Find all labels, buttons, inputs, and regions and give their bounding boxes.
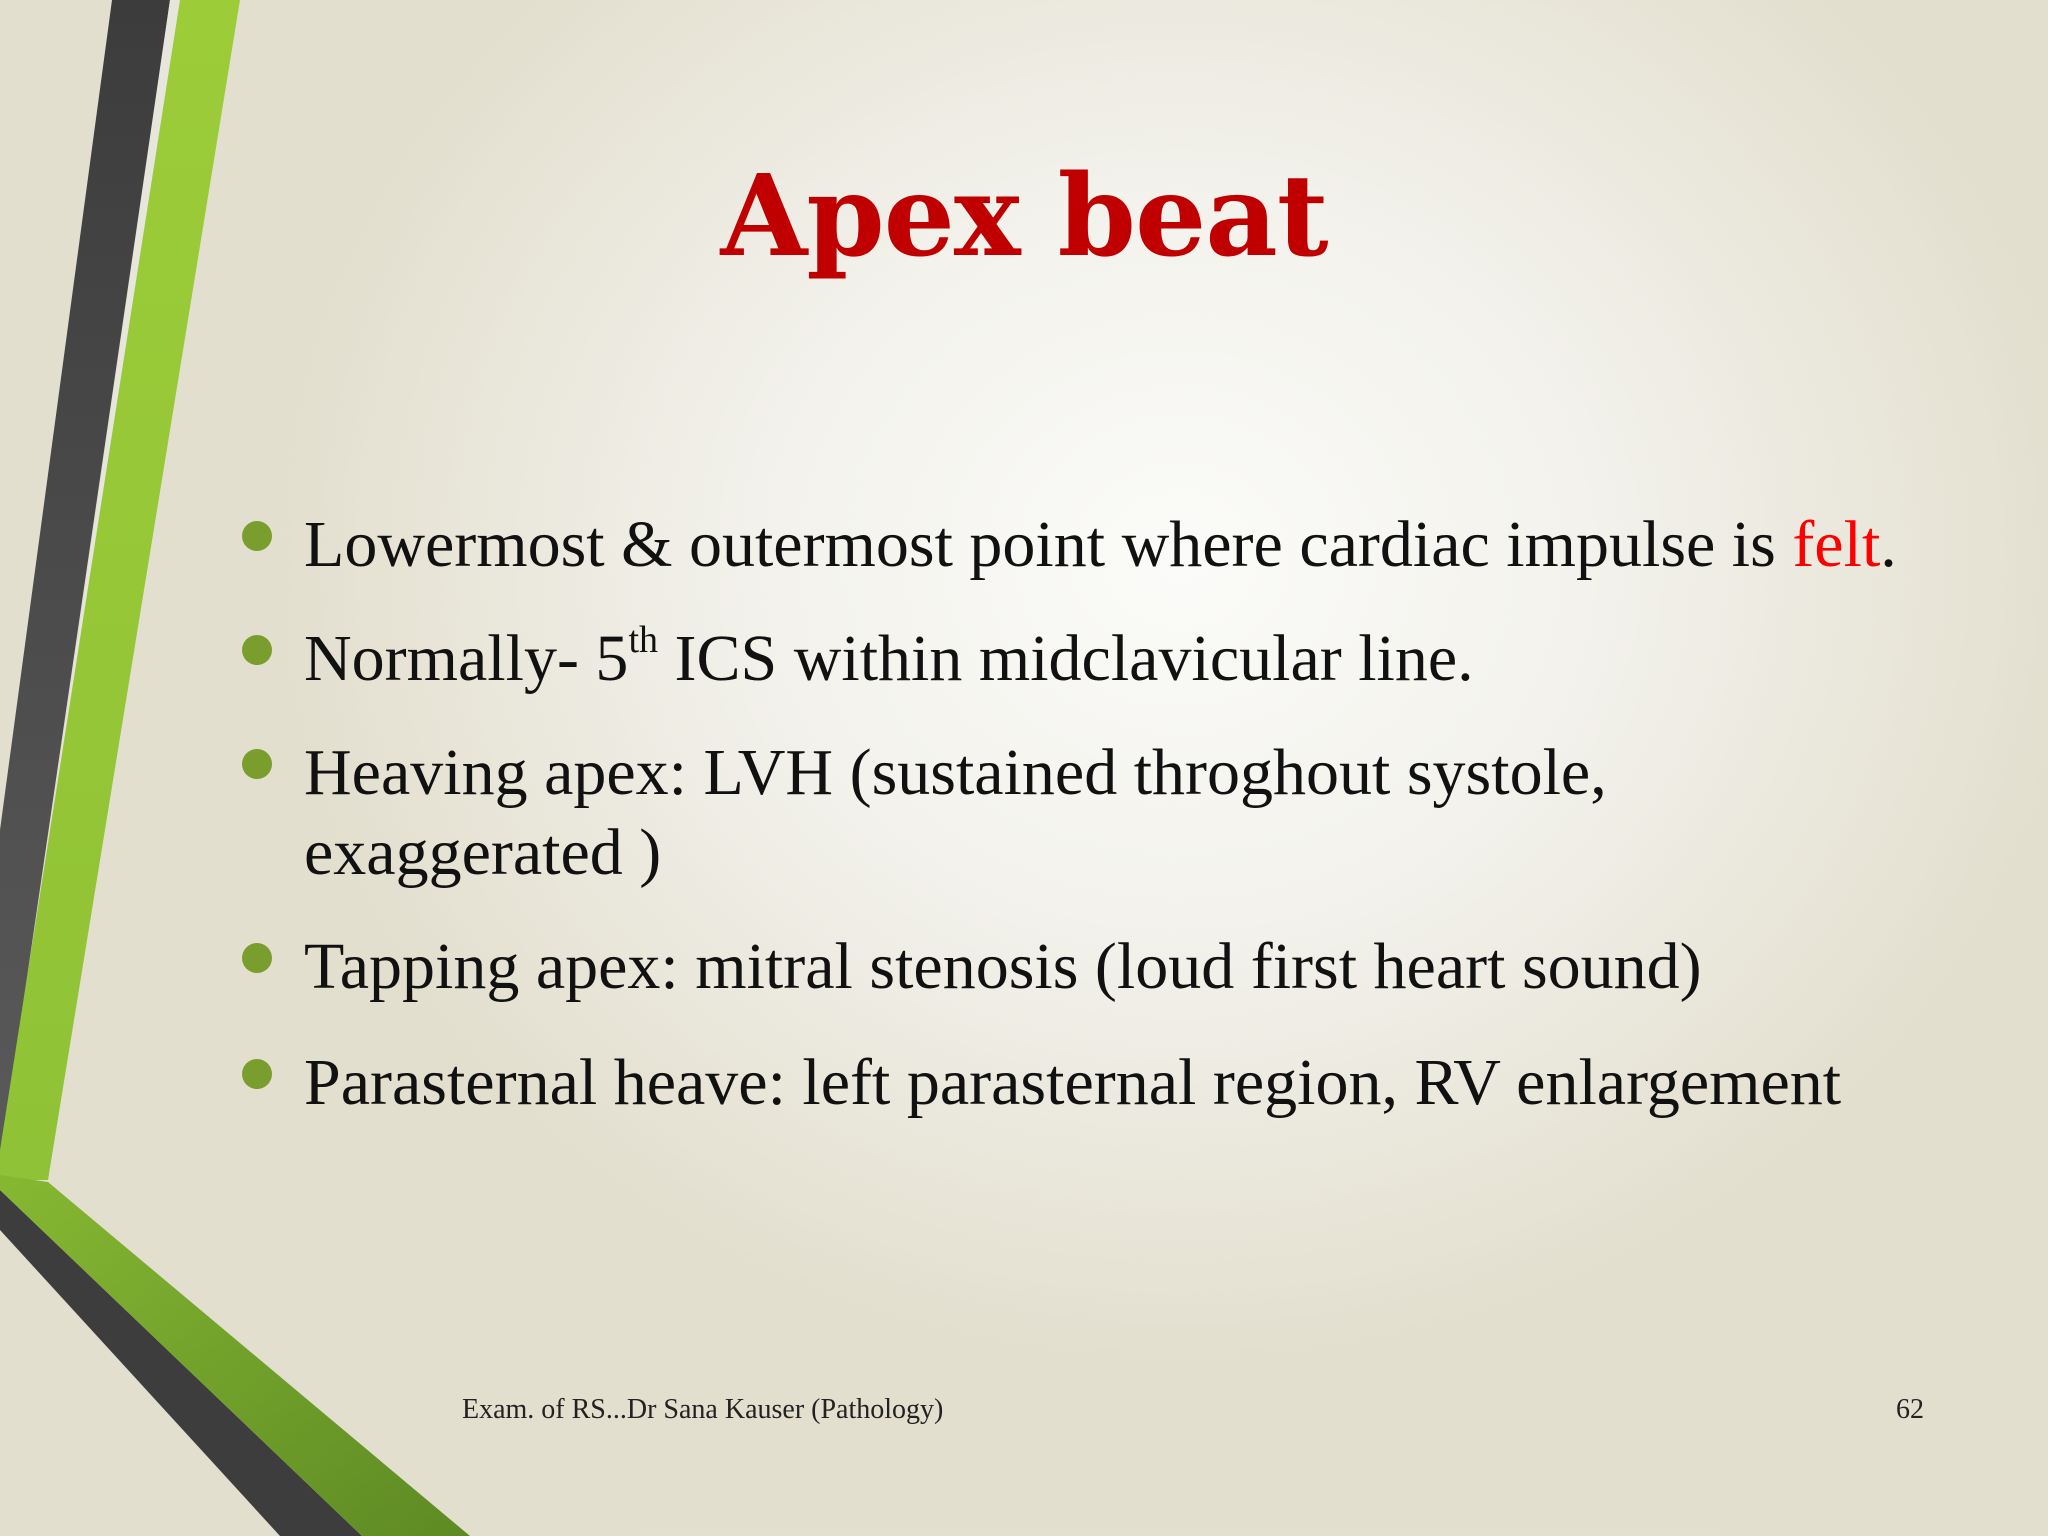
- bullet-text: Normally- 5: [304, 622, 629, 695]
- superscript: th: [628, 619, 658, 661]
- bullet-dot-icon: [242, 635, 272, 665]
- page-number: 62: [1896, 1394, 1924, 1425]
- bullet-text-end: ICS within midclavicular line.: [658, 622, 1474, 695]
- bullet-text-end: .: [1880, 508, 1897, 581]
- bullet-text: Parasternal heave: left parasternal region, RV enlargement: [304, 1046, 1842, 1119]
- bullet-dot-icon: [242, 943, 272, 973]
- bullet-dot-icon: [242, 749, 272, 779]
- bullet-text: Tapping apex: mitral stenosis (loud first heart sound): [304, 930, 1702, 1003]
- slide-footer: Exam. of RS...Dr Sana Kauser (Pathology): [462, 1394, 944, 1425]
- bullet-text: Heaving apex: LVH (sustained throghout systole, exaggerated ): [304, 736, 1607, 889]
- bullet-item: [242, 1043, 1922, 1123]
- bullet-dot-icon: [242, 521, 272, 551]
- bullet-dot-icon: [242, 1059, 272, 1089]
- bullet-item: [242, 733, 1922, 893]
- highlighted-word: felt: [1792, 508, 1881, 581]
- bullet-item: [242, 619, 1922, 699]
- slide-title: Apex beat: [720, 151, 1328, 282]
- bullet-item: [242, 927, 1922, 1007]
- bullet-list: [242, 505, 1922, 1157]
- bullet-text: Lowermost & outermost point where cardiac impulse is: [304, 508, 1793, 581]
- bullet-item: [242, 505, 1922, 585]
